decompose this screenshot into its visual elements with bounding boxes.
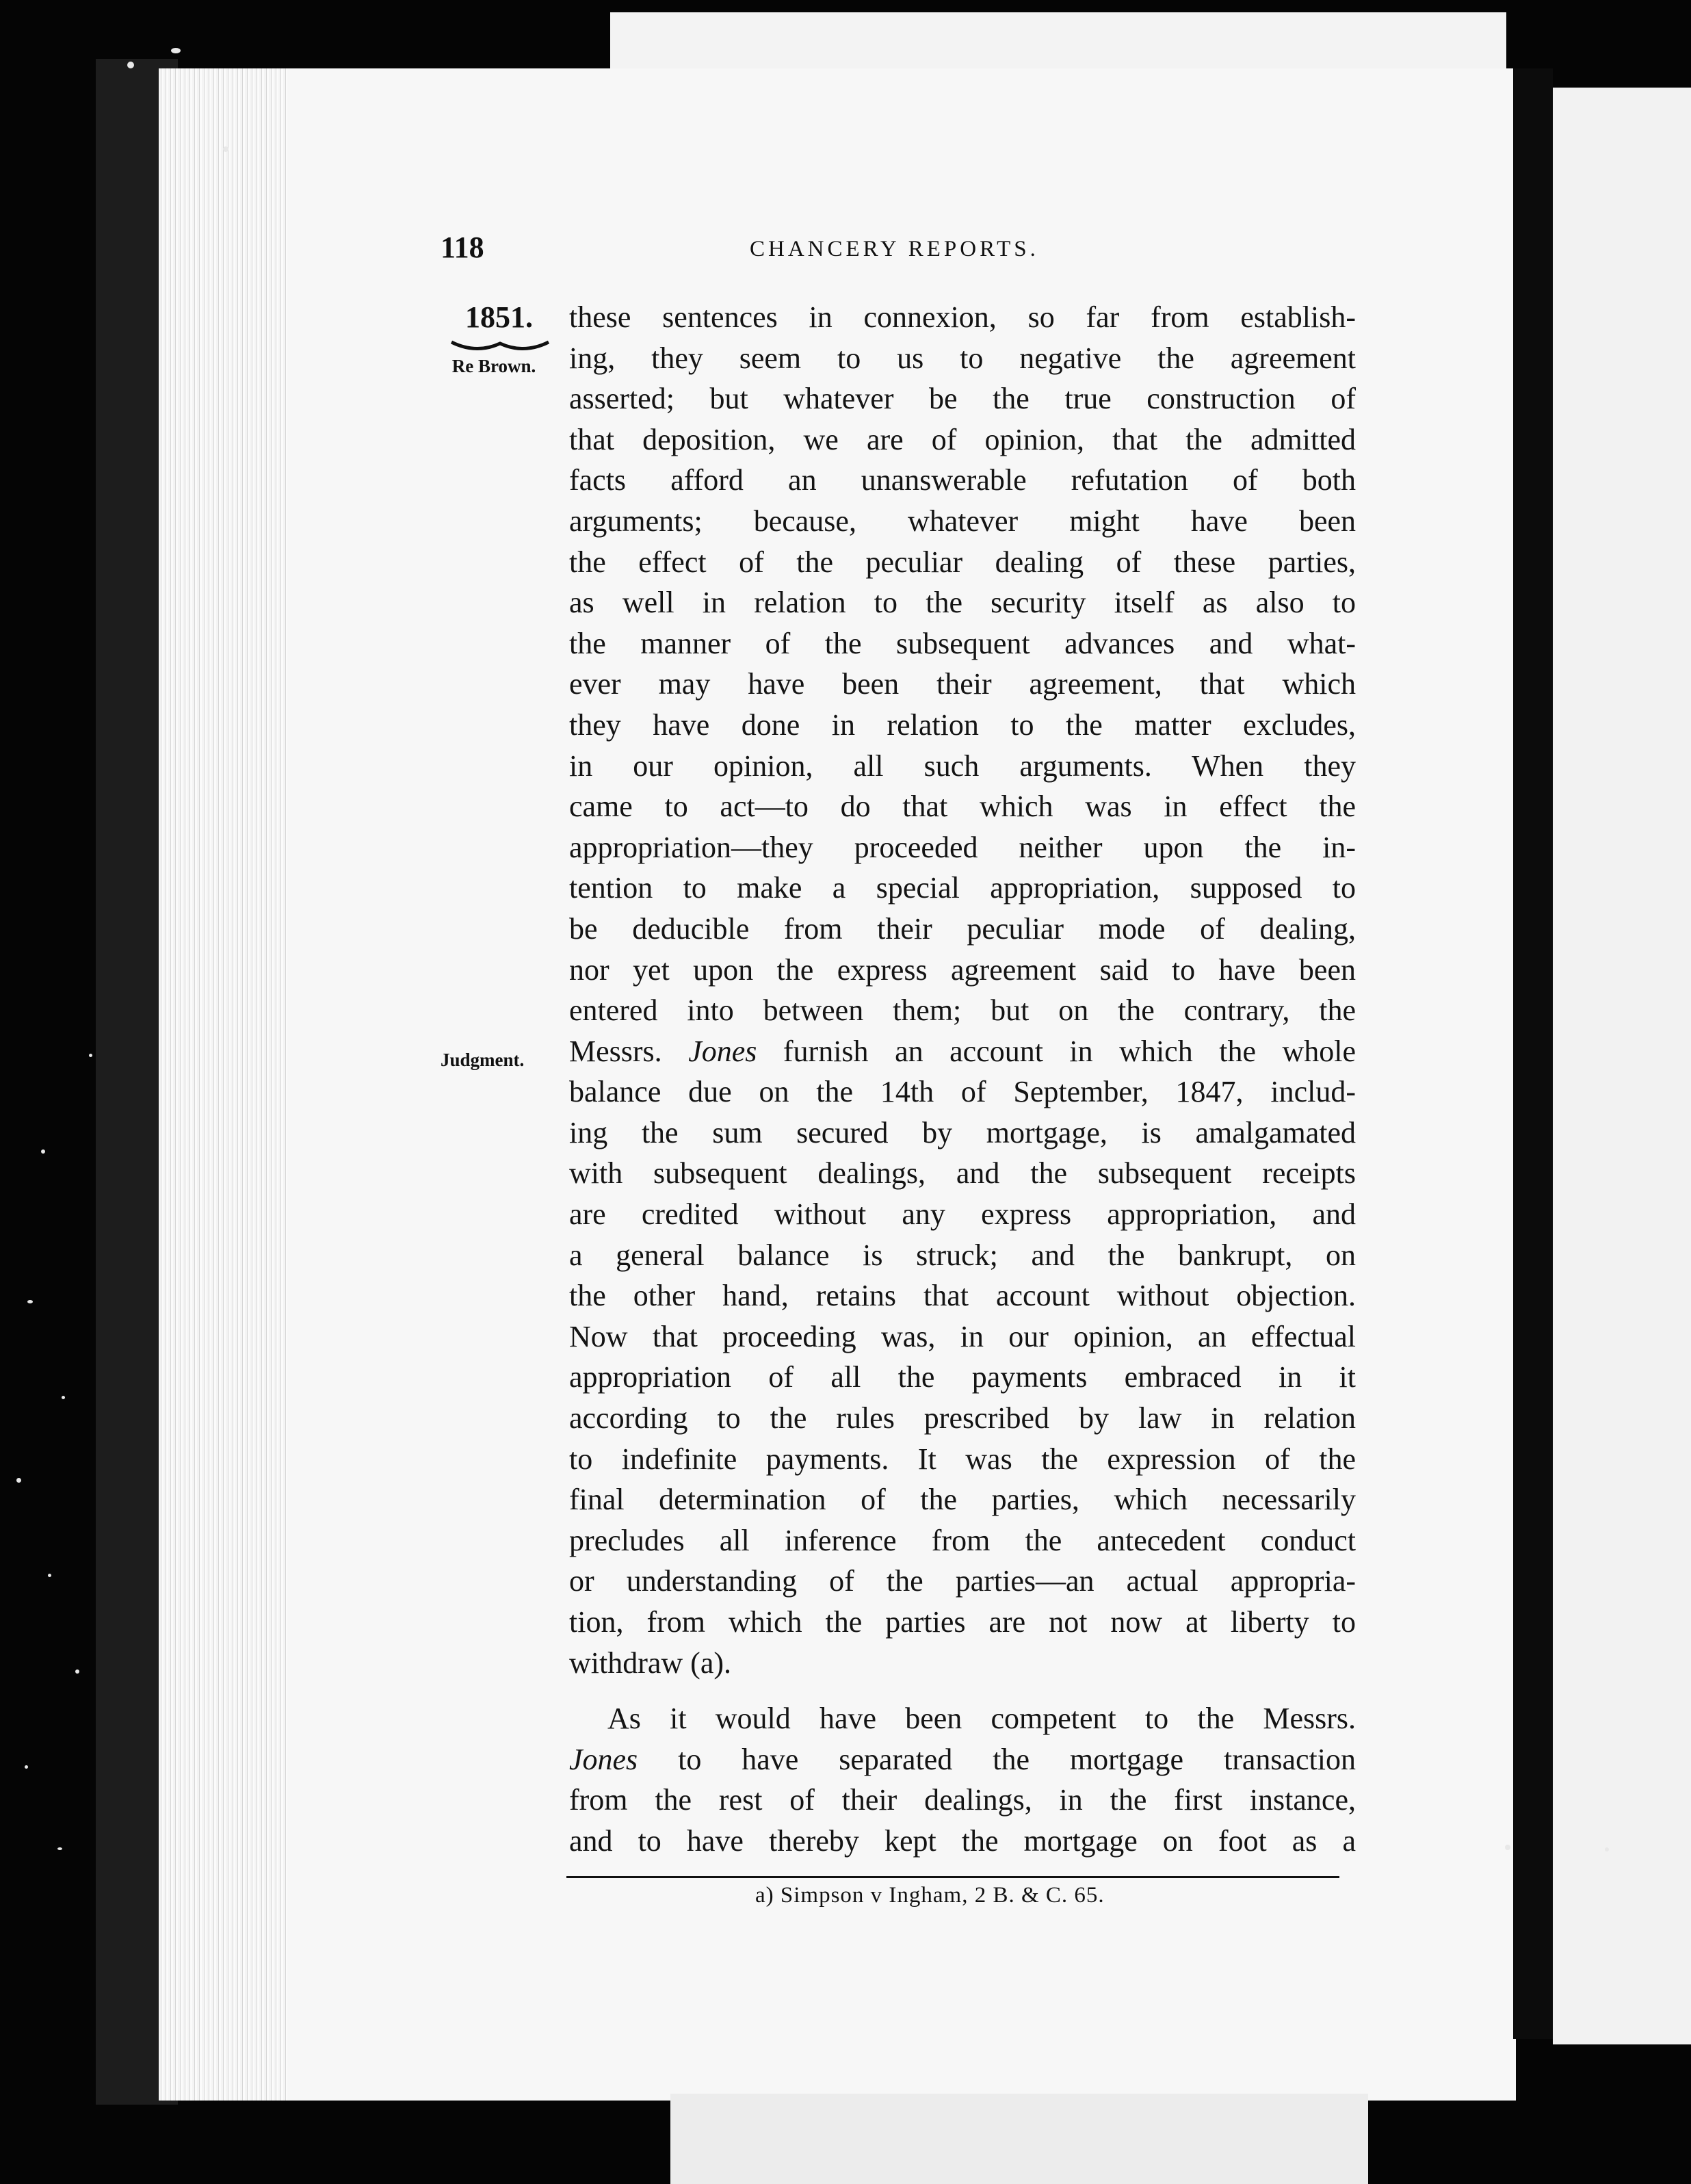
text-line: in our opinion, all such arguments. When they <box>569 749 1356 783</box>
brace-ornament <box>449 337 551 357</box>
bottom-page-edge <box>670 2094 1368 2184</box>
text-line: from the rest of their dealings, in the first instance, <box>569 1783 1356 1817</box>
messrs-word: Messrs. <box>569 1034 662 1068</box>
text-line: as well in relation to the security itself as also to <box>569 586 1356 620</box>
margin-year: 1851. <box>465 300 533 334</box>
text-line: appropriation—they proceeded neither upon the in- <box>569 830 1356 864</box>
text-line: ever may have been their agreement, that which <box>569 667 1356 701</box>
text-line: according to the rules prescribed by law in relation <box>569 1401 1356 1435</box>
line-rest: furnish an account in which the whole <box>783 1034 1356 1068</box>
text-line: are credited without any express appropriation, and <box>569 1197 1356 1232</box>
text-line: final determination of the parties, which necessarily <box>569 1483 1356 1517</box>
text-line: tion, from which the parties are not now at liberty to <box>569 1605 1356 1639</box>
text-line-with-italic <box>569 1739 1356 1780</box>
text-line: a general balance is struck; and the bankrupt, on <box>569 1238 1356 1272</box>
text-line: Now that proceeding was, in our opinion, an effectual <box>569 1319 1356 1353</box>
text-line: the other hand, retains that account without objection. <box>569 1279 1356 1313</box>
text-line: nor yet upon the express agreement said to have been <box>569 952 1356 987</box>
gutter-shadow <box>1513 68 1553 2039</box>
text-line: the effect of the peculiar dealing of these parties, <box>569 545 1356 579</box>
margin-case-name: Re Brown. <box>451 356 536 376</box>
line-rest: to have separated the mortgage transaction <box>678 1742 1356 1776</box>
page-number: 118 <box>441 231 484 264</box>
text-line: entered into between them; but on the contrary, the <box>569 993 1356 1028</box>
text-line: arguments; because, whatever might have been <box>569 504 1356 538</box>
text-line: they have done in relation to the matter excludes, <box>569 707 1356 742</box>
paragraph-1 <box>569 297 1356 1683</box>
text-line: As it would have been competent to the Messrs. <box>607 1702 1356 1735</box>
text-line: that deposition, we are of opinion, that the admitted <box>569 422 1356 456</box>
text-line: withdraw (a). <box>569 1646 732 1680</box>
page-edges <box>159 68 296 2101</box>
text-line-with-italic <box>569 1031 1356 1072</box>
text-line: with subsequent dealings, and the subsequent receipts <box>569 1156 1356 1191</box>
text-line: facts afford an unanswerable refutation of both <box>569 463 1356 497</box>
text-line: came to act—to do that which was in effect the <box>569 790 1356 824</box>
text-line: appropriation of all the payments embraced in it <box>569 1360 1356 1394</box>
text-line: precludes all inference from the antecedent conduct <box>569 1523 1356 1557</box>
text-line: tention to make a special appropriation, supposed to <box>569 871 1356 905</box>
text-line: or understanding of the parties—an actual appropria- <box>569 1564 1356 1598</box>
footnote-rule <box>566 1876 1339 1878</box>
text-line: asserted; but whatever be the true construction of <box>569 382 1356 416</box>
facing-page-edge <box>1553 88 1691 2044</box>
text-line: be deducible from their peculiar mode of dealing, <box>569 911 1356 946</box>
running-title: CHANCERY REPORTS. <box>750 237 1039 261</box>
footnote: a) Simpson v Ingham, 2 B. & C. 65. <box>755 1883 1105 1908</box>
italic-name: Jones <box>569 1742 638 1776</box>
text-line: ing the sum secured by mortgage, is amalgamated <box>569 1115 1356 1149</box>
text-line: ing, they seem to us to negative the agreement <box>569 341 1356 375</box>
text-line: these sentences in connexion, so far from establish- <box>569 300 1356 334</box>
text-line: and to have thereby kept the mortgage on foot as a <box>569 1823 1356 1858</box>
text-line: the manner of the subsequent advances and what- <box>569 626 1356 660</box>
text-line: balance due on the 14th of September, 1847, includ- <box>569 1075 1356 1109</box>
paragraph-2 <box>569 1698 1356 1861</box>
text-line: to indefinite payments. It was the expression of the <box>569 1442 1356 1476</box>
margin-section-label: Judgment. <box>441 1050 525 1070</box>
italic-name: Jones <box>688 1034 757 1068</box>
